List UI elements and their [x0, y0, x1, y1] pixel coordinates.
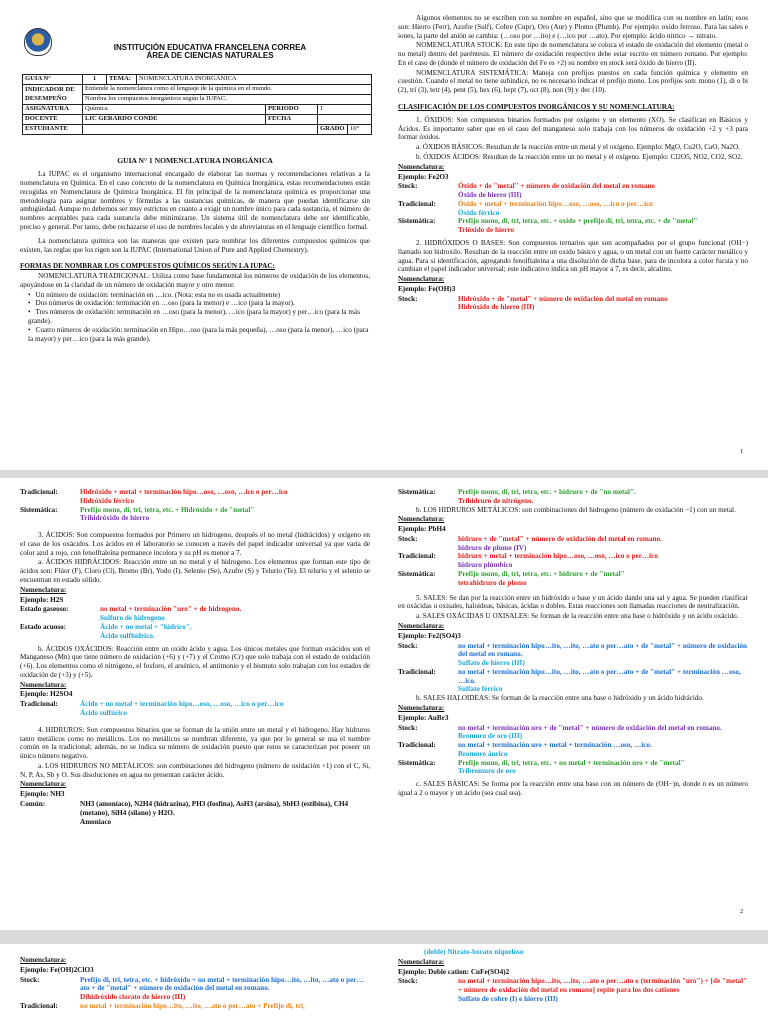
- page-number: 1: [740, 448, 744, 455]
- indicador-label: INDICADOR DE DESEMPEÑO: [23, 85, 83, 105]
- sistematica-rule: Sistemática: Prefijo mono, di, tri, tetra, etc. + oxido + prefijo di, tri, tetra, etc. + de "metal": [398, 217, 698, 226]
- example-formula: Ejemplo: Fe2(SO4)3: [398, 631, 461, 640]
- page3-right-column: [398, 948, 748, 1004]
- bullet-item: • Dos números de oxidación: terminación en …oso (para la menor) e …ico (para la mayor).: [28, 299, 370, 308]
- sistematica-rule: Sistemática: Prefijo mono, di, tri, tetra, etc. + no metal + terminación uro + de "metal": [398, 758, 685, 767]
- sales-paragraph: 5. SALES: Se dan por la reacción entre un hidróxido o base y un ácido dando una sal y agua. Se pueden clasificar en oxácidas u oxisales, haloideas, básicas, ácidas o dobles. Estas reacciones son llamadas reacciones de neutralización.: [398, 593, 748, 611]
- institution-heading: [60, 44, 360, 61]
- latin-names-paragraph: Algunos elementos no se escriben con su nombre en español, sino que se modifica con su nombre en latín; esos son: Hierro (Ferr), Azufre (Sulf), Cobre (Cupr), Oro (Aur) y Plomo (Plumb). Por ejemplo: oxido ferroso. Para las sales e iones, la parte del anión se cambia: (…oso por …ito) e (…ico por …ato). Por ejemplo: ácido nitrico → nitrato.: [398, 14, 748, 40]
- tradicional-rule: Tradicional: Óxido + metal + terminación hipo…oso, …oso, …ico o per…ico: [398, 199, 653, 208]
- example-formula: Ejemplo: H2SO4: [20, 690, 73, 699]
- rule-example: Bromuro áurico: [458, 749, 508, 758]
- page2-right-column: [398, 488, 748, 799]
- indicador-2: Nombra los compuestos inorgánicos según la IUPAC.: [83, 95, 372, 105]
- intro-definition: La nomenclatura química son las maneras que existen para nombrar los diferentes compuestos químicos que existen, las reglas que los rigen son la IUPAC (International Union of Pure and Applied Chemestry).: [20, 236, 370, 254]
- example-formula: Ejemplo: H2S: [20, 595, 64, 604]
- bullet-item: • Un número de oxidación: terminación en …ico. (Nota: esta no es usada actualmente): [28, 291, 370, 300]
- hidruros-no-metalicos: a. LOS HIDRUROS NO METÁLICOS: son combinaciones del hidrogeno (número de oxidación +1) con el C, Si, N, P, As, Sb y O. Sus disoluciones en agua no presentan carácter ácido.: [20, 761, 370, 779]
- sistematica-rule: Sistemática: Prefijo mono, di, tri, tetra, etc. + hidruro + de "metal": [398, 570, 625, 579]
- rule-example: Trihidruro de nitrógeno.: [458, 496, 534, 505]
- rule-example: hidruro de plomo (IV): [458, 543, 527, 552]
- estudiante-value: [83, 125, 318, 135]
- rule-example: Sulfuro de hidrogeno: [100, 614, 165, 623]
- example-formula: Ejemplo: Fe2O3: [398, 172, 449, 181]
- haloideas-paragraph: b. SALES HALOIDEAS: Se forman de la reacción entre una base o hidróxido y un ácido hidrácido.: [416, 694, 704, 703]
- page1-right-column: [398, 14, 748, 312]
- docente-value: LIC GERARDO CONDE: [83, 115, 266, 125]
- oxidos-acidos: b. ÓXIDOS ÁCIDOS: Resultan de la reacción entre un no metal y el oxígeno. Ejemplo: Cl2O5, NO2, CO2, SO2.: [416, 152, 743, 161]
- page-2: [0, 478, 768, 930]
- comun-rule: Común: NH3 (amoníaco), N2H4 (hidrazina), PH3 (fosfina), AsH3 (arsina), SbH3 (estibina), CH4 (metano), SiH4 (silano) y H2O.: [20, 800, 349, 817]
- nomenclatura-label: Nomenclatura:: [398, 703, 445, 712]
- nomenclatura-label: Nomenclatura:: [20, 680, 67, 689]
- rule-example: Óxido de hierro (III): [458, 191, 522, 200]
- fecha-label: FECHA: [266, 115, 318, 125]
- tema-value: NOMENCLATURA INORGÁNICA: [137, 75, 372, 85]
- tema-label: TEMA:: [107, 75, 137, 85]
- page-separator: [0, 930, 768, 944]
- gaseoso-rule: Estado gaseoso: no metal + terminación "uro" + de hidrogeno.: [20, 605, 242, 614]
- stock-paragraph: NOMENCLATURA STOCK: En este tipo de nomenclatura se coloca el estado de oxidación del elemento (metal o no metal) dentro del paréntesis. El número de oxidación respectivo debe estar escrito en número romano. Por ejemplo: En el caso de (donde el número de oxidación del Fe es +2) su nombre en stock será óxido de hierro (II).: [398, 41, 748, 67]
- rule-example: Ácido sulfhídrico.: [100, 631, 155, 640]
- guide-header-table: [22, 74, 372, 135]
- grado-value: 10°: [348, 125, 372, 135]
- oxisales-paragraph: a. SALES OXÁCIDAS U OXISALES: Se forman de la reacción entre una base o hidróxido y un ácido oxácido.: [416, 612, 739, 621]
- rule-example: Bromuro de oro (III): [458, 732, 523, 741]
- stock-rule: Stock: Óxido + de "metal" + número de oxidación del metal en romano: [398, 182, 655, 191]
- hidruros-paragraph: 4. HIDRUROS: Son compuestos binarios que se forman de la unión entre un metal y el hidrogeno. Hay hidruros tanto metálicos como no metálicos. Los no metálicos se nombran diferente, ya que por lo general se usa el nombre común en la tradicional; además, no se indica su número de oxidación puesto que estos se caracterizan por poseer un único número negativo.: [20, 725, 370, 761]
- rule-example: Amoniaco: [80, 817, 112, 826]
- rule-example: Óxido férrico: [458, 208, 500, 217]
- tradicional-rule: Tradicional: Ácido + no metal + terminación hipo…oso, …oso, …ico o per…ico: [20, 700, 284, 709]
- oxidos-basicos: a. ÓXIDOS BÁSICOS: Resultan de la reacción entre un metal y el oxígeno. Ejemplo: MgO, Cu2O, CaO, Na2O.: [416, 143, 740, 152]
- page-1: [0, 0, 768, 470]
- page3-left-column: [20, 956, 370, 1011]
- hidroxidos-paragraph: 2. HIDRÓXIDOS O BASES: Son compuestos ternarios que son acompañados por el grupo funcional (OH−) llamado ion hidroxilo. Resultan de la reacción entre un oxido básico y agua, o un metal con un fuerte carácter metálico y agua. Para si identificación, agregando fenolftaleína a una disolución de dicha base, para de incolora a color fucsia y no cambian el papel indicador universal; este indicativo indica un pH mayor a 7, es decir, alcalino.: [398, 238, 748, 274]
- example-formula: Ejemplo: Fe(OH)2ClO3: [20, 965, 94, 974]
- tradicional-rule: Tradicional: no metal + terminación hipo…ito, …ito, …ato o per…ato + de "metal" + terminación …oso, …ico.: [398, 667, 741, 685]
- hidruros-metalicos: b. LOS HIDRUROS METÁLICOS: son combinaciones del hidrogeno (número de oxidación −1) con un metal.: [416, 505, 736, 514]
- tradicional-rule: Tradicional: no metal + terminación hipo…ito, …ito, …ato o per…ato + Prefijo di, tri,: [20, 1001, 305, 1010]
- guide-title: GUIA N° 1 NOMENCLATURA INORGÁNICA: [117, 156, 273, 165]
- sistematica-paragraph: NOMENCLATURA SISTEMÁTICA: Maneja con prefijos puestos en cada función química y elemento en cuestión. Cuando el metal no tiene subíndice, no es necesario indicar el prefijo mono. Los prefijos son: mono (1), di o bi (2), tri (3), tetr (4), pent (5), hex (6), hept (7), oct (8), non (9) y dec (10).: [398, 68, 748, 95]
- stock-rule: Stock: Prefijo di, tri, tetra, etc. + hidróxido + no metal + terminación hipo…ito, …ito, …ato o per…ato + de "metal" + número de oxidación del metal en romano.: [20, 975, 364, 993]
- example-formula: Ejemplo: Fe(OH)3: [398, 284, 456, 293]
- rule-example: Trihidróxido de hierro: [80, 514, 150, 523]
- rule-example: hidruro plúmbico: [458, 561, 513, 570]
- rule-example: Ácido sulfúrico: [80, 708, 127, 717]
- acuoso-rule: Estado acuoso: Ácido + no metal + "hídrico".: [20, 622, 192, 631]
- page-separator: [0, 470, 768, 478]
- example-formula: Ejemplo: PbH4: [398, 525, 446, 534]
- example-formula: Ejemplo: Doble cation: CuFe(SO4)2: [398, 967, 510, 976]
- sistematica-rule: Sistemática: Prefijo mono, di, tri, tetra, etc. + Hidróxido + de "metal": [20, 505, 255, 514]
- nomenclatura-label: Nomenclatura:: [20, 780, 67, 789]
- sales-basicas-paragraph: c. SALES BÁSICAS: Se forma por la reacción entre una base con un número de (OH−)n, donde n es un número igual a 2 o mayor y un ácido (sea cual sea).: [398, 780, 748, 797]
- oxidation-bullets: [28, 291, 370, 344]
- nomenclatura-label: Nomenclatura:: [398, 515, 445, 524]
- indicador-1: Entiende la nomenclatura como el lenguaje de la química en el mundo.: [83, 85, 372, 95]
- fecha-value: [318, 115, 372, 125]
- stock-rule: Stock: no metal + terminación hipo…ito, …ito, …ato o per…ato + de "metal" + número de oxidación del metal en romano.: [398, 641, 748, 659]
- intro-paragraph: La IUPAC es el organismo internacional encargado de elaborar las normas y recomendaciones relativas a la nomenclatura en Química. En el caso concreto de la nomenclatura en Química Inorgánica, estas recomendaciones están recogidas en Nomenclatura de Química Inorgánica. El fin principal de la nomenclatura química es proporcionar una metodología para asignar nombres y fórmulas a las sustancias químicas, de manera que puedan identificarse sin ambigüedad. Aunque no debemos ser muy estrictos en cuanto a exigir un nombre único para cada sustancia, el número de nombres aceptables para cada sustancia debe minimizarse. Un sistema útil de nomenclatura debe ser identificable, preciso y general. Por tanto, debe rechazarse el uso de nombres locales y de abreviaturas en el lenguaje científico formal.: [20, 170, 370, 231]
- stock-rule: Stock: Hidróxido + de "metal" + número de oxidación del metal en romano: [398, 294, 668, 303]
- nomenclatura-label: Nomenclatura:: [398, 275, 445, 284]
- stock-rule: Stock: no metal + terminación uro + de "metal" + número de oxidación del metal en romano.: [398, 723, 722, 732]
- institution-name: INSTITUCIÓN EDUCATIVA FRANCELENA CORREA: [113, 43, 307, 52]
- nomenclatura-label: Nomenclatura:: [398, 621, 445, 630]
- docente-label: DOCENTE: [23, 115, 83, 125]
- bullet-item: • Tres números de oxidación: terminación en …oso (para la menor), …ico (para la mayor) y per…ico (para la más grande).: [28, 308, 370, 326]
- tradicional-rule: Tradicional: no metal + terminación uro + metal + terminación …oso, …ico.: [398, 741, 652, 750]
- school-crest-icon: [24, 28, 52, 56]
- doble-example-name: (doble) Nitrato-borato niqueloso: [424, 948, 524, 956]
- tradicional-rule: Tradicional: hidruro + metal + terminación hipo…oso, …oso, …ico o per…ico: [398, 552, 658, 561]
- periodo-label: PERIODO: [266, 105, 318, 115]
- tradicional-rule: Tradicional: Hidróxido + metal + terminación hipo…oso, …oso, …ico o per…ico: [20, 488, 288, 496]
- page-number: 2: [740, 908, 744, 915]
- oxacidos-paragraph: b. ÁCIDOS OXÁCIDOS: Reacción entre un oxido ácido y agua. Los únicos metales que forman oxácidos son el Manganeso (Mn) que tiene número de oxidación (+6) y (+7) y el Cromo (Cr) que solo trabaja con el estado de oxidación (+6). Los elementos como el nitrógeno, el fosforo, el arsénico, el antimonio y el bismuto solo trabajan con los estados de oxidación de (+3) y (+5).: [20, 644, 370, 679]
- stock-rule: Stock: no metal + terminación hipo…ito, …ito, …ato o per…ato o (terminación "uro") + [de "metal" + número de oxidación del metal en romano] repite para los dos cationes: [398, 977, 748, 995]
- guia-value: 1: [83, 75, 107, 85]
- page-3: [0, 944, 768, 1024]
- page2-left-column: [20, 488, 370, 826]
- estudiante-label: ESTUDIANTE: [23, 125, 83, 135]
- example-formula: Ejemplo: AuBr3: [398, 713, 449, 722]
- oxidos-paragraph: 1. ÓXIDOS: Son compuestos binarios formados por oxígeno y un elemento (XO). Se clasifican en Básicos y Ácidos. Es importante saber que en el caso del manganeso solo trabaja con los números de oxidación +2 y +3 para formar óxidos.: [398, 115, 748, 142]
- acidos-paragraph: 3. ÁCIDOS: Son compuestos formados por Primero un hidrogeno, después el no metal (hidrácidos) y oxígeno en el caso de los oxácidos. Los ácidos en el laboratorio se conocen a través del papel indicador universal ya que varía de color azul a rojo, con fenolftaleína permanece incolora y su pH es menor a 7.: [20, 531, 370, 557]
- bullet-item: • Cuatro números de oxidación: terminación en Hipo…oso (para la más pequeña), …oso (para la menor), …ico (para la mayor) y per…ico (para la más grande).: [28, 326, 370, 344]
- nomenclatura-label: Nomenclatura:: [20, 956, 67, 964]
- guia-label: GUIA N°: [23, 75, 83, 85]
- example-formula: Ejemplo: NH3: [20, 790, 65, 799]
- rule-example: Sulfato de hierro (III): [458, 659, 525, 668]
- rule-example: tetrahidruro de plomo: [458, 578, 527, 587]
- rule-example: Hidróxido férrico: [80, 496, 135, 505]
- clasificacion-title: CLASIFICACIÓN DE LOS COMPUESTOS INORGÁNICOS Y SU NOMENCLATURA:: [398, 103, 675, 112]
- asignatura-value: Química: [83, 105, 266, 115]
- nomenclatura-label: Nomenclatura:: [398, 957, 445, 966]
- rule-example: Dihidróxido clorato de hierro (III): [80, 993, 186, 1002]
- hidracidos-paragraph: a. ÁCIDOS HIDRÁCIDOS: Reacción entre un no metal y el hidrogeno. Los elementos que forman este tipo de ácidos son: Flúor (F), Cloro (Cl), Bromo (Br), Yodo (I), Selenio (Se), Azufre (S) y Telurio (Te). El telurio y el selenio se encuentran en estado sólido.: [20, 558, 370, 585]
- sistematica-rule: Sistemática: Prefijo mono, di, tri, tetra, etc. + hidruro + de "no metal".: [398, 488, 636, 496]
- area-name: ÁREA DE CIENCIAS NATURALES: [146, 51, 274, 61]
- stock-rule: Stock: hidruro + de "metal" + número de oxidación del metal en romano.: [398, 534, 662, 543]
- periodo-value: 1: [318, 105, 372, 115]
- rule-example: Hidróxido de hierro (III): [458, 303, 535, 312]
- tradicional-intro: NOMENCLATURA TRADICIONAL: Utiliza como base fundamental los números de oxidación de los elementos, apoyándose en la claridad de un número de oxidación mayor y otro menor.: [20, 272, 370, 289]
- page1-left-column: [20, 152, 370, 344]
- nomenclatura-label: Nomenclatura:: [20, 585, 67, 594]
- rule-example: Sulfato de cobre (I) e hierro (III): [458, 994, 558, 1003]
- formas-title: FORMAS DE NOMBRAR LOS COMPUESTOS QUÍMICOS SEGÚN LA IUPAC:: [20, 262, 275, 271]
- rule-example: Tribromuro de oro: [458, 767, 516, 776]
- rule-example: Sulfato férrico: [458, 685, 503, 694]
- rule-example: Trióxido de hierro: [458, 226, 515, 235]
- asignatura-label: ASIGNATURA: [23, 105, 83, 115]
- nomenclatura-label: Nomenclatura:: [398, 162, 445, 171]
- grado-label: GRADO: [318, 125, 348, 135]
